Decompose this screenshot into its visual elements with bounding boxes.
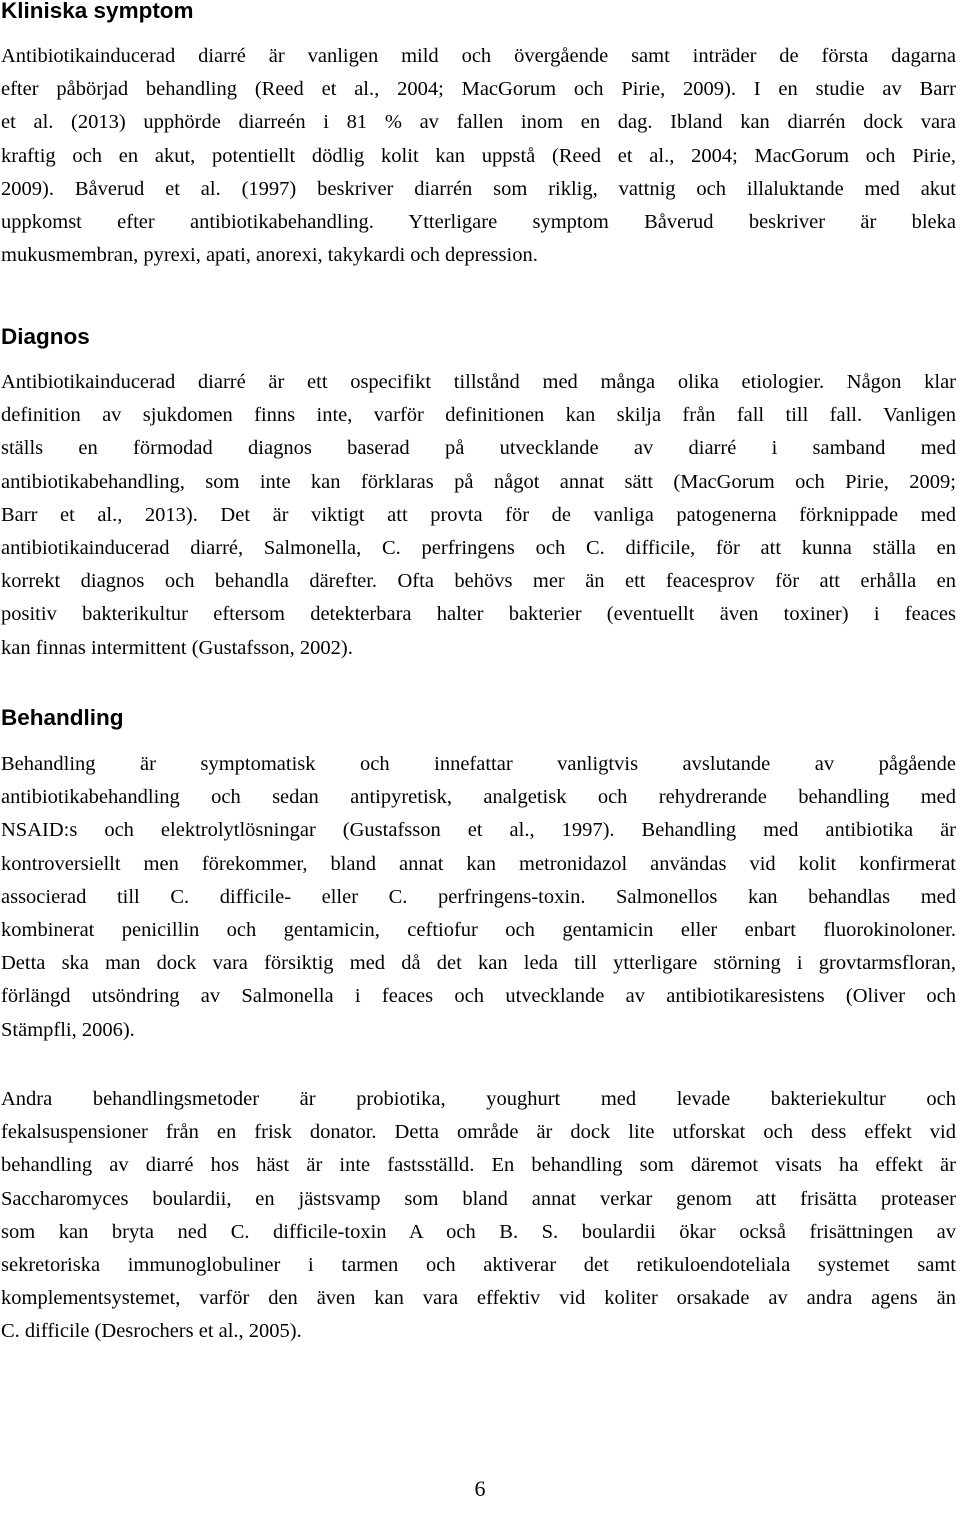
text-line: uppkomst efter antibiotikabehandling. Ytterligare symptom Båverud beskriver är bleka xyxy=(1,211,956,234)
text-line: mukusmembran, pyrexi, apati, anorexi, takykardi och depression. xyxy=(1,244,538,267)
text-line: antibiotikabehandling, som inte kan förklaras på något annat sätt (MacGorum och Pirie, 2009; xyxy=(1,470,956,493)
text-line: positiv bakterikultur eftersom detekterbara halter bakterier (eventuellt även toxiner) i feaces xyxy=(1,603,956,626)
text-line: 2009). Båverud et al. (1997) beskriver diarrén som riklig, vattnig och illaluktande med akut xyxy=(1,177,956,200)
text-line: definition av sjukdomen finns inte, varför definitionen kan skilja från fall till fall. Vanligen xyxy=(1,404,956,427)
text-line: förlängd utsöndring av Salmonella i feaces och utvecklande av antibiotikaresistens (Oliver och xyxy=(1,985,956,1008)
text-line: antibiotikabehandling och sedan antipyretisk, analgetisk och rehydrerande behandling med xyxy=(1,786,956,809)
section-heading-diagnos: Diagnos xyxy=(1,324,90,349)
text-line: efter påbörjad behandling (Reed et al., 2004; MacGorum och Pirie, 2009). I en studie av Barr xyxy=(1,78,956,101)
paragraph-behandling-2 xyxy=(1,1083,956,1349)
text-line: antibiotikainducerad diarré, Salmonella, C. perfringens och C. difficile, för att kunna ställa en xyxy=(1,537,956,560)
text-line: ställs en förmodad diagnos baserad på utvecklande av diarré i samband med xyxy=(1,437,956,460)
text-line: kontroversiellt men förekommer, bland annat kan metronidazol användas vid kolit konfirmerat xyxy=(1,852,956,875)
text-line: som kan bryta ned C. difficile-toxin A och B. S. boulardii ökar också frisättningen av xyxy=(1,1220,956,1243)
text-line: Antibiotikainducerad diarré är vanligen mild och övergående samt inträder de första dagarna xyxy=(1,45,956,67)
text-line: associerad till C. difficile- eller C. perfringens-toxin. Salmonellos kan behandlas med xyxy=(1,885,956,908)
paragraph-diagnos xyxy=(1,366,956,665)
text-line: Antibiotikainducerad diarré är ett ospecifikt tillstånd med många olika etiologier. Någon klar xyxy=(1,371,956,393)
section-heading-symptom: Kliniska symptom xyxy=(1,0,194,23)
text-line: kombinerat penicillin och gentamicin, ceftiofur och gentamicin eller enbart fluorokinoloner. xyxy=(1,919,956,942)
text-line: NSAID:s och elektrolytlösningar (Gustafsson et al., 1997). Behandling med antibiotika är xyxy=(1,819,956,842)
text-line: et al. (2013) upphörde diarreén i 81 % av fallen inom en dag. Ibland kan diarrén dock vara xyxy=(1,111,956,134)
text-line: komplementsystemet, varför den även kan vara effektiv vid koliter orsakade av andra agens än xyxy=(1,1287,956,1310)
section-heading-behandling: Behandling xyxy=(1,705,124,730)
text-line: Detta ska man dock vara försiktig med då det kan leda till ytterligare störning i grovtarmsfloran, xyxy=(1,952,956,975)
text-line: Barr et al., 2013). Det är viktigt att provta för de vanliga patogenerna förknippade med xyxy=(1,503,956,526)
text-line: fekalsuspensioner från en frisk donator. Detta område är dock lite utforskat och dess effekt vid xyxy=(1,1121,956,1144)
text-line: C. difficile (Desrochers et al., 2005). xyxy=(1,1320,302,1343)
text-line: Andra behandlingsmetoder är probiotika, youghurt med levade bakteriekultur och xyxy=(1,1088,956,1110)
text-line: behandling av diarré hos häst är inte fastsställd. En behandling som däremot visats ha effekt är xyxy=(1,1154,956,1177)
text-line: Stämpfli, 2006). xyxy=(1,1018,135,1041)
paragraph-symptom xyxy=(1,40,956,272)
text-line: korrekt diagnos och behandla därefter. Ofta behövs mer än ett feacesprov för att erhålla en xyxy=(1,570,956,593)
text-line: kraftig och en akut, potentiellt dödlig kolit kan uppstå (Reed et al., 2004; MacGorum och Pirie, xyxy=(1,144,956,167)
paragraph-behandling-1 xyxy=(1,748,956,1047)
page-number: 6 xyxy=(474,1476,486,1501)
text-line: Saccharomyces boulardii, en jästsvamp som bland annat verkar genom att frisätta proteaser xyxy=(1,1187,956,1210)
text-line: sekretoriska immunoglobuliner i tarmen och aktiverar det retikuloendoteliala systemet samt xyxy=(1,1254,956,1277)
text-line: Behandling är symptomatisk och innefattar vanligtvis avslutande av pågående xyxy=(1,753,956,775)
text-line: kan finnas intermittent (Gustafsson, 2002). xyxy=(1,636,353,659)
